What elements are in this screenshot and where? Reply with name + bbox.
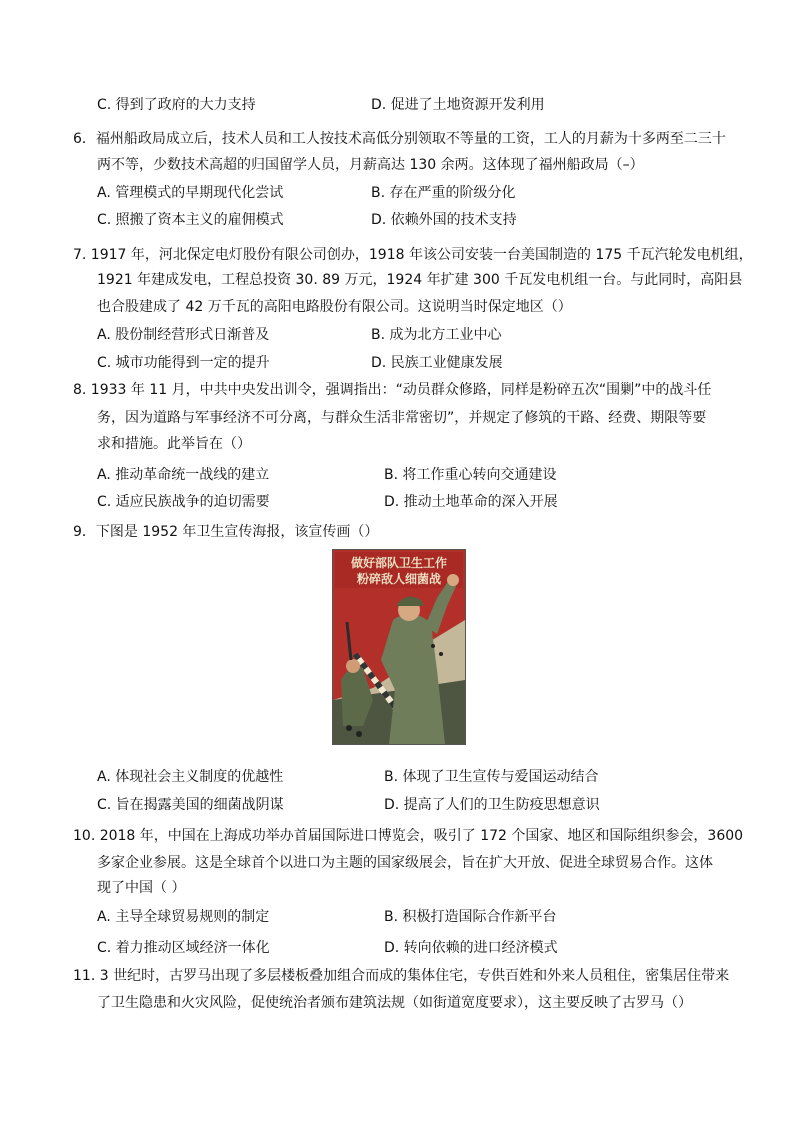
q11-stem-line1: 11. 3 世纪时，古罗马出现了多层楼板叠加组合而成的集体住宅，专供百姓和外来人员租住，密集居住带来 (73, 968, 730, 984)
q8-stem-line2: 务，因为道路与军事经济不可分离，与群众生活非常密切”，并规定了修筑的干路、经费、期限等要 (97, 410, 707, 426)
q9-stem-line1: 9．下图是 1952 年卫生宣传海报，该宣传画（） (73, 524, 379, 540)
q10-stem-line2: 多家企业参展。这是全球首个以进口为主题的国家级展会，旨在扩大开放、促进全球贸易合作。这体 (97, 855, 713, 871)
poster-soldier-fist (447, 574, 459, 586)
poster-illustration (333, 550, 465, 744)
q11-stem-line2: 了卫生隐患和火灾风险，促使统治者颁布建筑法规（如街道宽度要求），这主要反映了古罗马（） (97, 995, 692, 1011)
q7-option-c: C. 城市功能得到一定的提升 (97, 355, 270, 371)
q10-stem-line3: 现了中国（ ） (97, 880, 186, 896)
q5-option-d: D. 促进了土地资源开发利用 (371, 97, 545, 113)
q10-option-d: D. 转向依赖的进口经济模式 (384, 940, 558, 956)
poster-insect (431, 644, 435, 648)
poster-insect (439, 652, 443, 656)
q10-option-a: A. 主导全球贸易规则的制定 (97, 909, 270, 925)
poster-second-soldier-head (346, 659, 360, 673)
q7-stem-line1: 7. 1917 年，河北保定电灯股份有限公司创办，1918 年该公司安装一台美国制造的 175 千瓦汽轮发电机组， (73, 247, 753, 263)
q9-option-a: A. 体现社会主义制度的优越性 (97, 769, 284, 785)
q7-option-a: A. 股份制经营形式日渐普及 (97, 327, 270, 343)
q5-option-c: C. 得到了政府的大力支持 (97, 97, 256, 113)
q7-stem-line2: 1921 年建成发电，工程总投资 30. 89 万元，1924 年扩建 300 千瓦发电机组一台。与此同时，高阳县 (97, 272, 743, 288)
q10-option-c: C. 着力推动区域经济一体化 (97, 940, 270, 956)
q7-option-d: D. 民族工业健康发展 (371, 355, 503, 371)
q6-stem-line2: 两不等，少数技术高超的归国留学人员，月薪高达 130 余两。这体现了福州船政局（–） (97, 157, 644, 173)
q6-stem-line1: 6．福州船政局成立后，技术人员和工人按技术高低分别领取不等量的工资，工人的月薪为十多两至二三十 (73, 131, 726, 147)
q8-stem-line1: 8. 1933 年 11 月，中共中央发出训令，强调指出：“动员群众修路，同样是粉碎五次“围剿”中的战斗任 (73, 382, 712, 398)
q6-option-d: D. 依赖外国的技术支持 (371, 212, 517, 228)
q9-option-b: B. 体现了卫生宣传与爱国运动结合 (384, 769, 599, 785)
poster-headline-1: 做好部队卫生工作 (350, 556, 448, 570)
q8-option-c: C. 适应民族战争的迫切需要 (97, 494, 270, 510)
q9-option-d: D. 提高了人们的卫生防疫思想意识 (384, 797, 600, 813)
health-propaganda-poster (332, 549, 466, 745)
q6-option-a: A. 管理模式的早期现代化尝试 (97, 185, 284, 201)
q9-option-c: C. 旨在揭露美国的细菌战阴谋 (97, 797, 284, 813)
q10-stem-line1: 10. 2018 年，中国在上海成功举办首届国际进口博览会，吸引了 172 个国家、地区和国际组织参会，3600 (73, 828, 744, 844)
q8-stem-line3: 求和措施。此举旨在（） (97, 436, 251, 452)
q8-option-d: D. 推动土地革命的深入开展 (384, 494, 558, 510)
q6-option-b: B. 存在严重的阶级分化 (371, 185, 516, 201)
q10-option-b: B. 积极打造国际合作新平台 (384, 909, 557, 925)
poster-insect (356, 731, 362, 737)
poster-headline-2: 粉碎敌人细菌战 (356, 572, 442, 586)
q7-option-b: B. 成为北方工业中心 (371, 327, 502, 343)
q7-stem-line3: 也合股建成了 42 万千瓦的高阳电路股份有限公司。这说明当时保定地区（） (97, 299, 572, 315)
q8-option-a: A. 推动革命统一战线的建立 (97, 467, 270, 483)
q8-option-b: B. 将工作重心转向交通建设 (384, 467, 557, 483)
poster-insect (346, 725, 352, 731)
q6-option-c: C. 照搬了资本主义的雇佣模式 (97, 212, 284, 228)
